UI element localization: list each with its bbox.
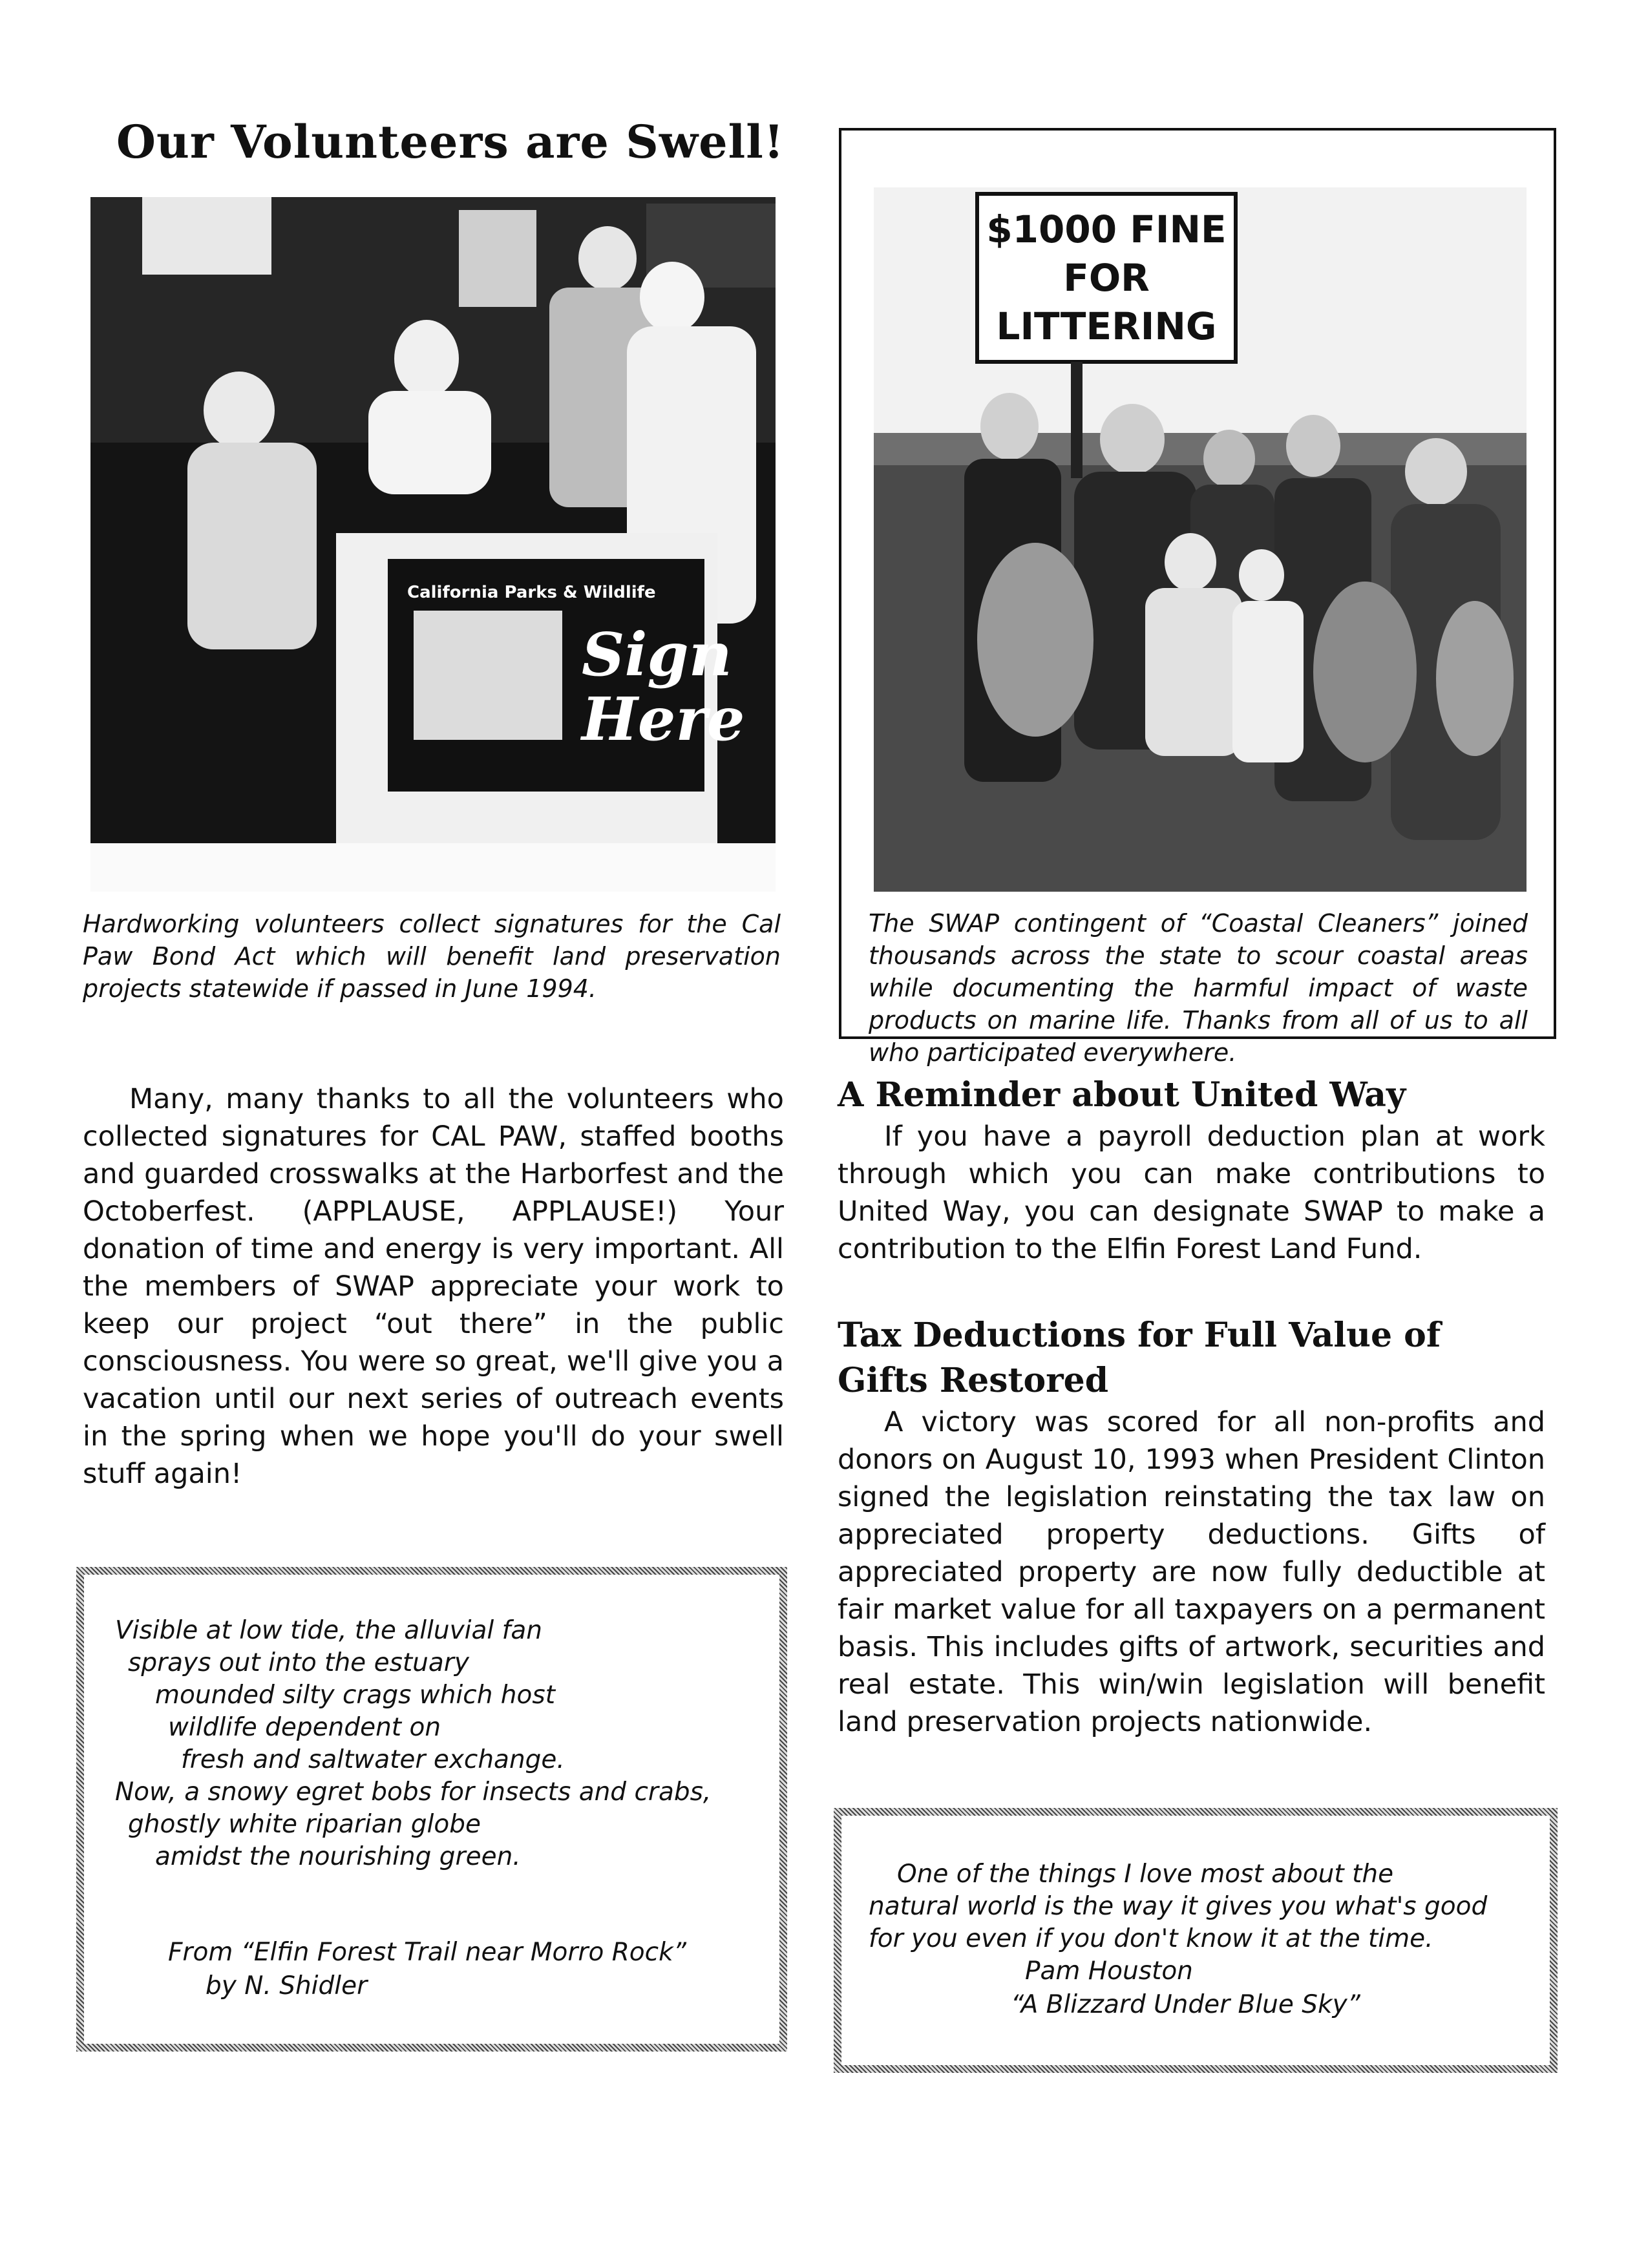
poem-line: amidst the nourishing green. — [155, 1842, 521, 1871]
poem-line: fresh and saltwater exchange. — [181, 1745, 565, 1774]
sign-word-2: Here — [582, 684, 745, 754]
tax-body — [838, 1403, 1545, 1741]
volunteers-photo — [90, 197, 776, 892]
poem-author: by N. Shidler — [206, 1971, 368, 2000]
united-way-heading: A Reminder about United Way — [838, 1075, 1406, 1115]
tax-heading-line-1: Tax Deductions for Full Value of — [838, 1316, 1441, 1355]
volunteers-photo-caption: Hardworking volunteers collect signatures for the Cal Paw Bond Act which will benefit land preservation projects statewide if passed in June 1994. — [83, 910, 781, 1003]
poem-line: wildlife dependent on — [168, 1713, 441, 1742]
quote-author: Pam Houston — [1025, 1957, 1193, 1986]
sign-line-1: $1000 FINE — [986, 207, 1227, 251]
quote-box — [834, 1808, 1558, 2073]
sign-line-3: LITTERING — [996, 304, 1217, 348]
poem-line: ghostly white riparian globe — [128, 1810, 481, 1839]
tax-paragraph: A victory was scored for all non-profits and donors on August 10, 1993 when President Clinton signed the legislation reinstating the tax law on appreciated property deductions. Gifts of appreciated property are now fully deductible at fair market value for all taxpayers on a permanent basis. This includes gifts of artwork, securities and real estate. This win/win legislation will benefit land preservation projects nationwide. — [838, 1406, 1545, 1738]
coastal-cleaners-photo-image — [874, 187, 1527, 892]
poem-box — [76, 1567, 787, 2052]
sign-small-text: California Parks & Wildlife — [407, 583, 656, 602]
quote-line: for you even if you don't know it at the time. — [869, 1924, 1433, 1953]
poem-source: From “Elfin Forest Trail near Morro Rock” — [168, 1938, 686, 1967]
sign-word-1: Sign — [582, 620, 732, 689]
page-title: Our Volunteers are Swell! — [116, 115, 785, 169]
tax-heading-line-2: Gifts Restored — [838, 1361, 1109, 1400]
sign-line-2: FOR — [1063, 256, 1150, 300]
quote-book: “A Blizzard Under Blue Sky” — [1011, 1990, 1360, 2019]
poem-line: mounded silty crags which host — [155, 1681, 555, 1710]
volunteers-paragraph: Many, many thanks to all the volunteers who collected signatures for CAL PAW, staffed booths and guarded crosswalks at the Harborfest and the Octoberfest. (APPLAUSE, APPLAUSE!) Your donation of time and energy is very important. All the members of SWAP appreciate your work to keep our project “out there” in the public consciousness. You were so great, we'll give you a vacation until our next series of outreach events in the spring when we hope you'll do your swell stuff again! — [83, 1083, 784, 1490]
united-way-body — [838, 1118, 1545, 1268]
poem-line: Visible at low tide, the alluvial fan — [115, 1616, 542, 1645]
coastal-cleaners-photo — [874, 187, 1527, 892]
tax-heading — [838, 1313, 1561, 1403]
poem-line: Now, a snowy egret bobs for insects and crabs, — [115, 1778, 712, 1807]
coastal-cleaners-caption: The SWAP contingent of “Coastal Cleaners” joined thousands across the state to scour coastal areas while documenting the harmful impact of waste products on marine life. Thanks from all of us to all who participated everywhere. — [869, 909, 1528, 1067]
coastal-cleaners-box — [839, 128, 1556, 1067]
united-way-paragraph: If you have a payroll deduction plan at work through which you can make contributions to United Way, you can designate SWAP to make a contribution to the Elfin Forest Land Fund. — [838, 1120, 1545, 1265]
quote-line: One of the things I love most about the — [897, 1860, 1394, 1889]
quote-line: natural world is the way it gives you what's good — [869, 1892, 1488, 1921]
poem-line: sprays out into the estuary — [128, 1648, 469, 1677]
volunteers-body — [83, 1080, 784, 1493]
volunteers-photo-image — [90, 197, 776, 892]
